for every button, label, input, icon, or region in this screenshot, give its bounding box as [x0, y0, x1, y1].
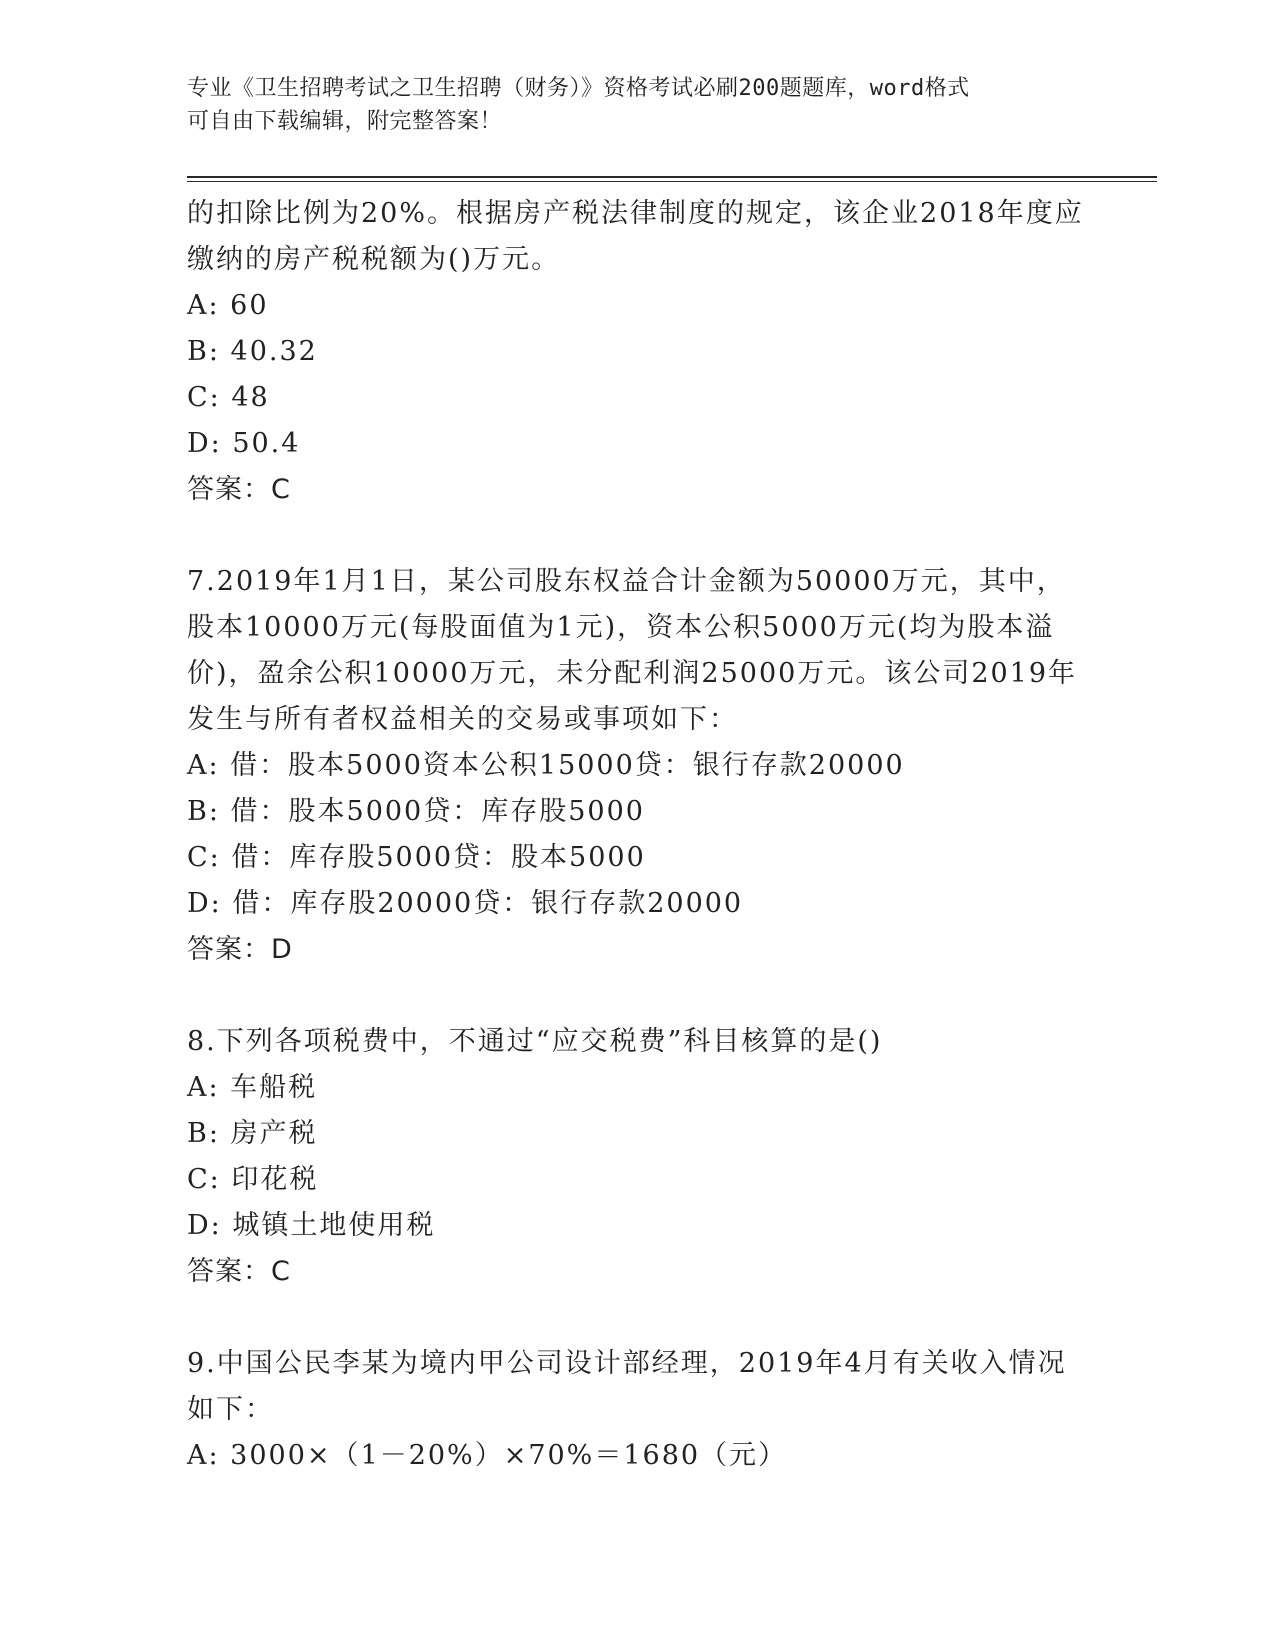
option-a: A: 车船税	[187, 1072, 318, 1103]
option-c: C: 48	[187, 382, 270, 413]
option-d: D: 50.4	[187, 428, 301, 459]
question-text-line: 9.中国公民李某为境内甲公司设计部经理，2019年4月有关收入情况	[187, 1348, 1067, 1379]
question-7	[187, 559, 1087, 973]
header-divider-thin	[187, 181, 1157, 182]
question-text-line: 的扣除比例为20%。根据房产税法律制度的规定，该企业2018年度应	[187, 198, 1084, 229]
option-b: B: 房产税	[187, 1118, 318, 1149]
question-text-line: 缴纳的房产税税额为()万元。	[187, 244, 561, 275]
option-b: B: 40.32	[187, 336, 318, 367]
question-text-line: 价)，盈余公积10000万元，未分配利润25000万元。该公司2019年	[187, 658, 1078, 689]
question-9	[187, 1341, 1087, 1479]
question-text-line: 如下：	[187, 1394, 274, 1425]
spacer	[187, 1295, 1087, 1341]
question-text-line: 发生与所有者权益相关的交易或事项如下：	[187, 704, 738, 735]
option-a: A: 60	[187, 290, 269, 321]
option-d: D: 借：库存股20000贷：银行存款20000	[187, 888, 744, 919]
option-c: C: 借：库存股5000贷：股本5000	[187, 842, 646, 873]
question-content	[187, 191, 1087, 1479]
option-d: D: 城镇土地使用税	[187, 1210, 436, 1241]
answer-line: 答案：D	[187, 934, 293, 965]
question-6-continued	[187, 191, 1087, 513]
spacer	[187, 973, 1087, 1019]
answer-line: 答案：C	[187, 1256, 291, 1287]
document-header	[187, 72, 1067, 138]
option-a: A: 3000×（1－20%）×70%＝1680（元）	[187, 1440, 788, 1471]
question-text-line: 7.2019年1月1日，某公司股东权益合计金额为50000万元，其中，	[187, 566, 1066, 597]
header-title-line-1: 专业《卫生招聘考试之卫生招聘（财务）》资格考试必刷200题题库，word格式	[187, 76, 970, 101]
header-title-line-2: 可自由下载编辑，附完整答案！	[187, 109, 503, 134]
option-c: C: 印花税	[187, 1164, 319, 1195]
spacer	[187, 513, 1087, 559]
option-a: A: 借：股本5000资本公积15000贷：银行存款20000	[187, 750, 905, 781]
option-b: B: 借：股本5000贷：库存股5000	[187, 796, 645, 827]
question-text-line: 股本10000万元(每股面值为1元)，资本公积5000万元(均为股本溢	[187, 612, 1055, 643]
answer-line: 答案：C	[187, 474, 291, 505]
header-divider-thick	[187, 176, 1157, 178]
question-8	[187, 1019, 1087, 1295]
question-text-line: 8.下列各项税费中，不通过“应交税费”科目核算的是()	[187, 1026, 883, 1057]
